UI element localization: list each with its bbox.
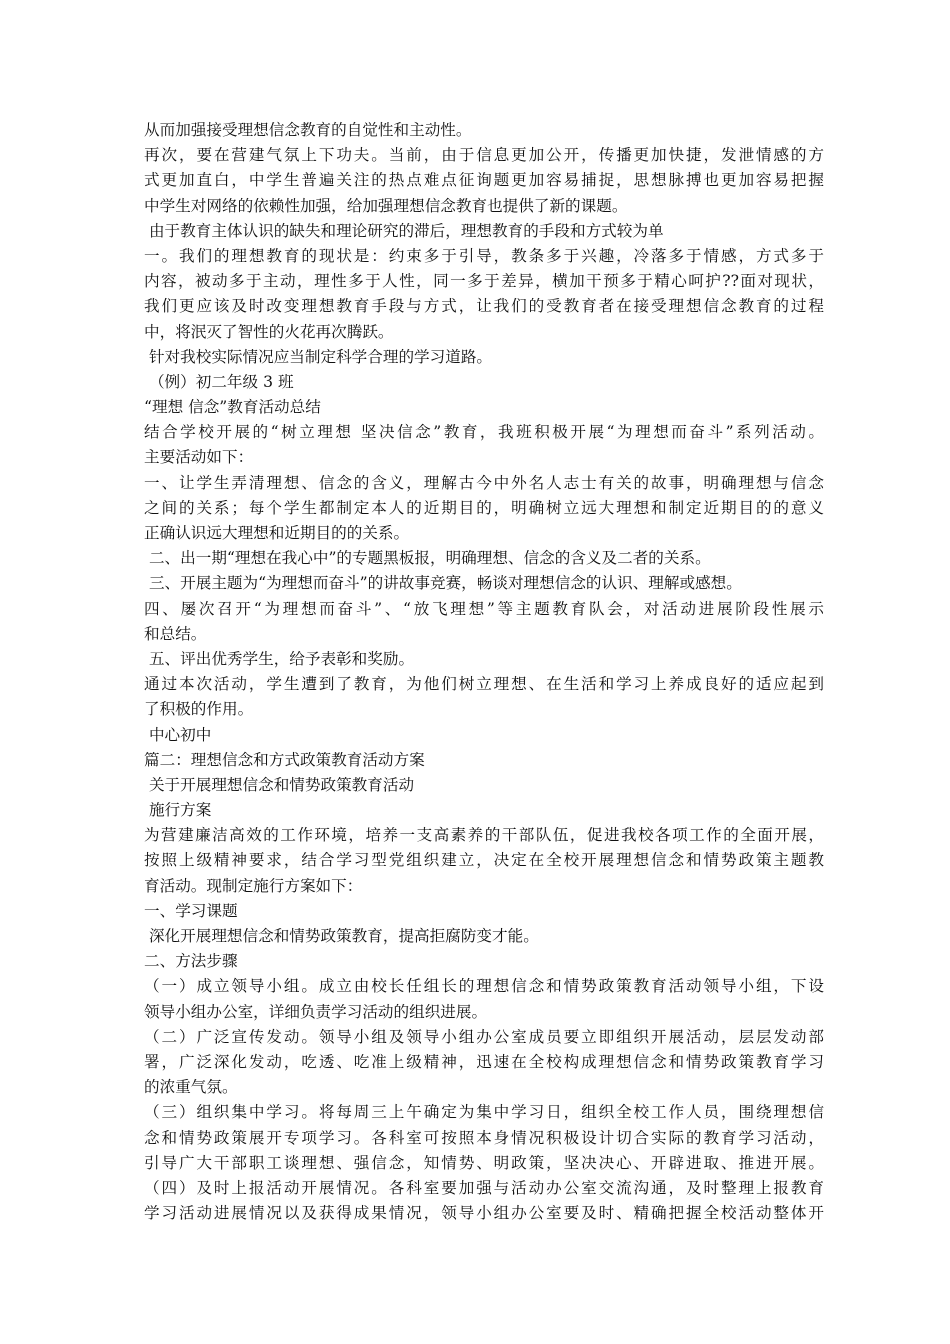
text-line-14: 主要活动如下： <box>144 448 254 467</box>
text-line-17: 正确认识远大理想和近期目的的关系。 <box>144 524 410 542</box>
text-line-11: （例）初二年级 3 班 <box>144 372 294 391</box>
heading-summary: “理想 信念”教育活动总结 <box>144 398 321 417</box>
text-line-5: 由于教育主体认识的缺失和理论研究的滞后，理想教育的手段和方式较为单 <box>144 221 664 240</box>
text-line-4: 中学生对网络的依赖性加强，给加强理想信念教育也提供了新的课题。 <box>144 196 628 215</box>
text-line-20: 四、屡次召开“为理想而奋斗”、“放飞理想”等主题教育队会，对活动进展阶段性展示 <box>144 599 824 618</box>
text-line-2: 再次，要在营建气氛上下功夫。当前，由于信息更加公开，传播更加快捷，发泄情感的方 <box>144 146 824 165</box>
text-line-13: 结合学校开展的“树立理想 坚决信念”教育，我班积极开展“为理想而奋斗”系列活动。 <box>144 423 824 442</box>
text-line-21: 和总结。 <box>144 624 207 643</box>
text-line-3: 式更加直白，中学生普遍关注的热点难点征询题更加容易捕捉，思想脉搏也更加容易把握 <box>144 171 824 190</box>
section-heading-2: 二、方法步骤 <box>144 952 238 971</box>
text-line-30: 按照上级精神要求，结合学习型党组织建立，决定在全校开展理想信念和情势政策主题教 <box>144 851 824 870</box>
text-line-39: 的浓重气氛。 <box>144 1078 238 1097</box>
text-line-38: 署，广泛深化发动，吃透、吃准上级精神，迅速在全校构成理想信念和情势政策教育学习 <box>144 1052 824 1071</box>
text-line-42: 引导广大干部职工谈理想、强信念，知情势、明政策，坚决决心、开辟进取、推进开展。 <box>144 1153 824 1172</box>
heading-part-two: 篇二：理想信念和方式政策教育活动方案 <box>144 750 425 769</box>
text-line-24: 了积极的作用。 <box>144 700 254 719</box>
text-line-37: （二）广泛宣传发动。领导小组及领导小组办公室成员要立即组织开展活动，层层发动部 <box>144 1027 824 1046</box>
text-line-9: 中，将泯灭了智性的火花再次腾跃。 <box>144 322 394 341</box>
text-line-15: 一、让学生弄清理想、信念的含义，理解古今中外名人志士有关的故事，明确理想与信念 <box>144 473 824 492</box>
text-line-22: 五、评出优秀学生，给予表彰和奖励。 <box>144 649 415 668</box>
text-line-31: 育活动。现制定施行方案如下： <box>144 876 363 895</box>
text-line-28: 施行方案 <box>144 801 212 820</box>
text-line-40: （三）组织集中学习。将每周三上午确定为集中学习日，组织全校工作人员，围绕理想信 <box>144 1103 824 1122</box>
text-line-33: 深化开展理想信念和情势政策教育，提高拒腐防变才能。 <box>144 927 539 945</box>
text-line-19: 三、开展主题为“为理想而奋斗”的讲故事竞赛，畅谈对理想信念的认识、理解或感想。 <box>144 574 742 593</box>
text-line-25: 中心初中 <box>144 725 212 744</box>
text-line-8: 我们更应该及时改变理想教育手段与方式，让我们的受教育者在接受理想信念教育的过程 <box>144 297 824 316</box>
text-line-1: 从而加强接受理想信念教育的自觉性和主动性。 <box>144 121 472 139</box>
text-line-7: 内容，被动多于主动，理性多于人性，同一多于差异，横加干预多于精心呵护??面对现状， <box>144 272 824 291</box>
text-line-23: 通过本次活动，学生遭到了教育，为他们树立理想、在生活和学习上养成良好的适应起到 <box>144 675 824 694</box>
section-heading-1: 一、学习课题 <box>144 901 238 920</box>
text-line-43: （四）及时上报活动开展情况。各科室要加强与活动办公室交流沟通，及时整理上报教育 <box>144 1178 824 1197</box>
text-line-41: 念和情势政策展开专项学习。各科室可按照本身情况积极设计切合实际的教育学习活动， <box>144 1128 824 1147</box>
text-line-36: 领导小组办公室，详细负责学习活动的组织进展。 <box>144 1002 488 1021</box>
text-line-29: 为营建廉洁高效的工作环境，培养一支高素养的干部队伍，促进我校各项工作的全面开展， <box>144 826 824 845</box>
text-line-27: 关于开展理想信念和情势政策教育活动 <box>144 775 415 794</box>
text-line-44: 学习活动进展情况以及获得成果情况，领导小组办公室要及时、精确把握全校活动整体开 <box>144 1204 824 1223</box>
text-line-6: 一。我们的理想教育的现状是：约束多于引导，教条多于兴趣，冷落多于情感，方式多于 <box>144 246 824 265</box>
text-line-18: 二、出一期“理想在我心中”的专题黑板报，明确理想、信念的含义及二者的关系。 <box>144 549 711 568</box>
text-line-10: 针对我校实际情况应当制定科学合理的学习道路。 <box>144 347 493 366</box>
text-line-16: 之间的关系；每个学生都制定本人的近期目的，明确树立远大理想和制定近期目的的意义 <box>144 498 824 517</box>
document-page <box>144 118 824 1226</box>
text-line-35: （一）成立领导小组。成立由校长任组长的理想信念和情势政策教育活动领导小组，下设 <box>144 977 824 996</box>
